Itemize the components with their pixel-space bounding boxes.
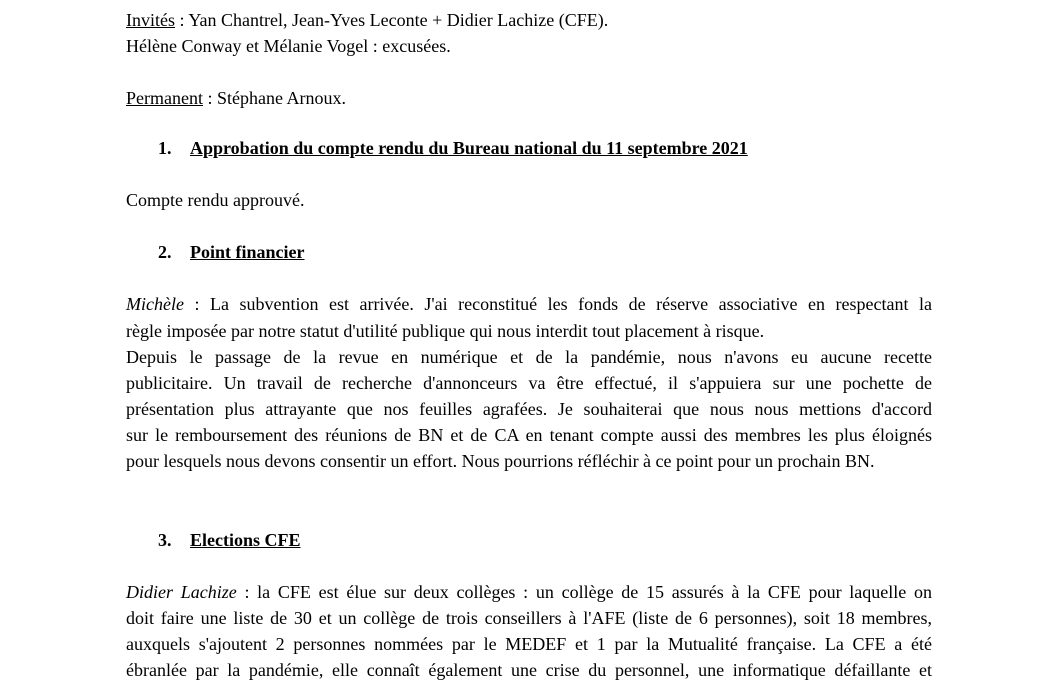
section-1-number: 1.: [158, 138, 172, 158]
permanent-text: : Stéphane Arnoux.: [202, 88, 346, 108]
section-2-line-1-text: : La subvention est arrivée. J'ai reconstitué les fonds de réserve associative en respectant la: [183, 294, 932, 314]
section-2-line-7: pour lesquels nous devons consentir un effort. Nous pourrions réfléchir à ce point pour un prochain BN.: [126, 451, 875, 471]
permanent-label: Permanent: [126, 88, 203, 108]
section-2-line-1: [126, 293, 932, 315]
section-1-body: Compte rendu approuvé.: [126, 190, 305, 210]
section-2-title: Point financier: [190, 242, 305, 262]
invites-text: : Yan Chantrel, Jean-Yves Leconte + Didier Lachize (CFE).: [175, 10, 609, 30]
section-2-speaker: Michèle: [126, 294, 184, 314]
section-3-line-2: doit faire une liste de 30 et un collège de trois conseillers à l'AFE (liste de 6 personnes), soit 18 membres,: [126, 608, 932, 628]
section-2-line-2: règle imposée par notre statut d'utilité publique qui nous interdit tout placement à risque.: [126, 321, 765, 341]
section-3-line-1: [126, 581, 932, 603]
section-3-line-3: auxquels s'ajoutent 2 personnes nommées par le MEDEF et 1 par la Mutualité française. La CFE a été: [126, 634, 932, 654]
section-3-title: Elections CFE: [190, 530, 301, 550]
section-2-line-4: publicitaire. Un travail de recherche d'annonceurs va être effectué, il s'appuiera sur une pochette de: [126, 373, 932, 393]
section-2-line-3: Depuis le passage de la revue en numérique et de la pandémie, nous n'avons eu aucune recette: [126, 347, 932, 367]
section-2-line-5: présentation plus attrayante que nos feuilles agrafées. Je souhaiterai que nous nous mettions d'accord: [126, 399, 932, 419]
section-3-number: 3.: [158, 530, 172, 550]
section-2-number: 2.: [158, 242, 172, 262]
invites-label: Invités: [126, 10, 175, 30]
section-3-line-4: ébranlée par la pandémie, elle connaît également une crise du personnel, une informatique défaillante et: [126, 660, 932, 680]
excused-line: Hélène Conway et Mélanie Vogel : excusées.: [126, 36, 451, 56]
section-3-heading: [158, 529, 301, 551]
invites-line: [126, 9, 608, 31]
section-3-line-1-text: : la CFE est élue sur deux collèges : un collège de 15 assurés à la CFE pour laquelle on: [236, 582, 932, 602]
section-3-speaker: Didier Lachize: [126, 582, 237, 602]
section-1-title: Approbation du compte rendu du Bureau national du 11 septembre 2021: [190, 138, 748, 158]
section-2-line-6: sur le remboursement des réunions de BN et de CA en tenant compte aussi des membres les plus éloignés: [126, 425, 932, 445]
section-1-heading: [158, 137, 748, 159]
section-2-heading: [158, 241, 305, 263]
permanent-line: [126, 87, 346, 109]
